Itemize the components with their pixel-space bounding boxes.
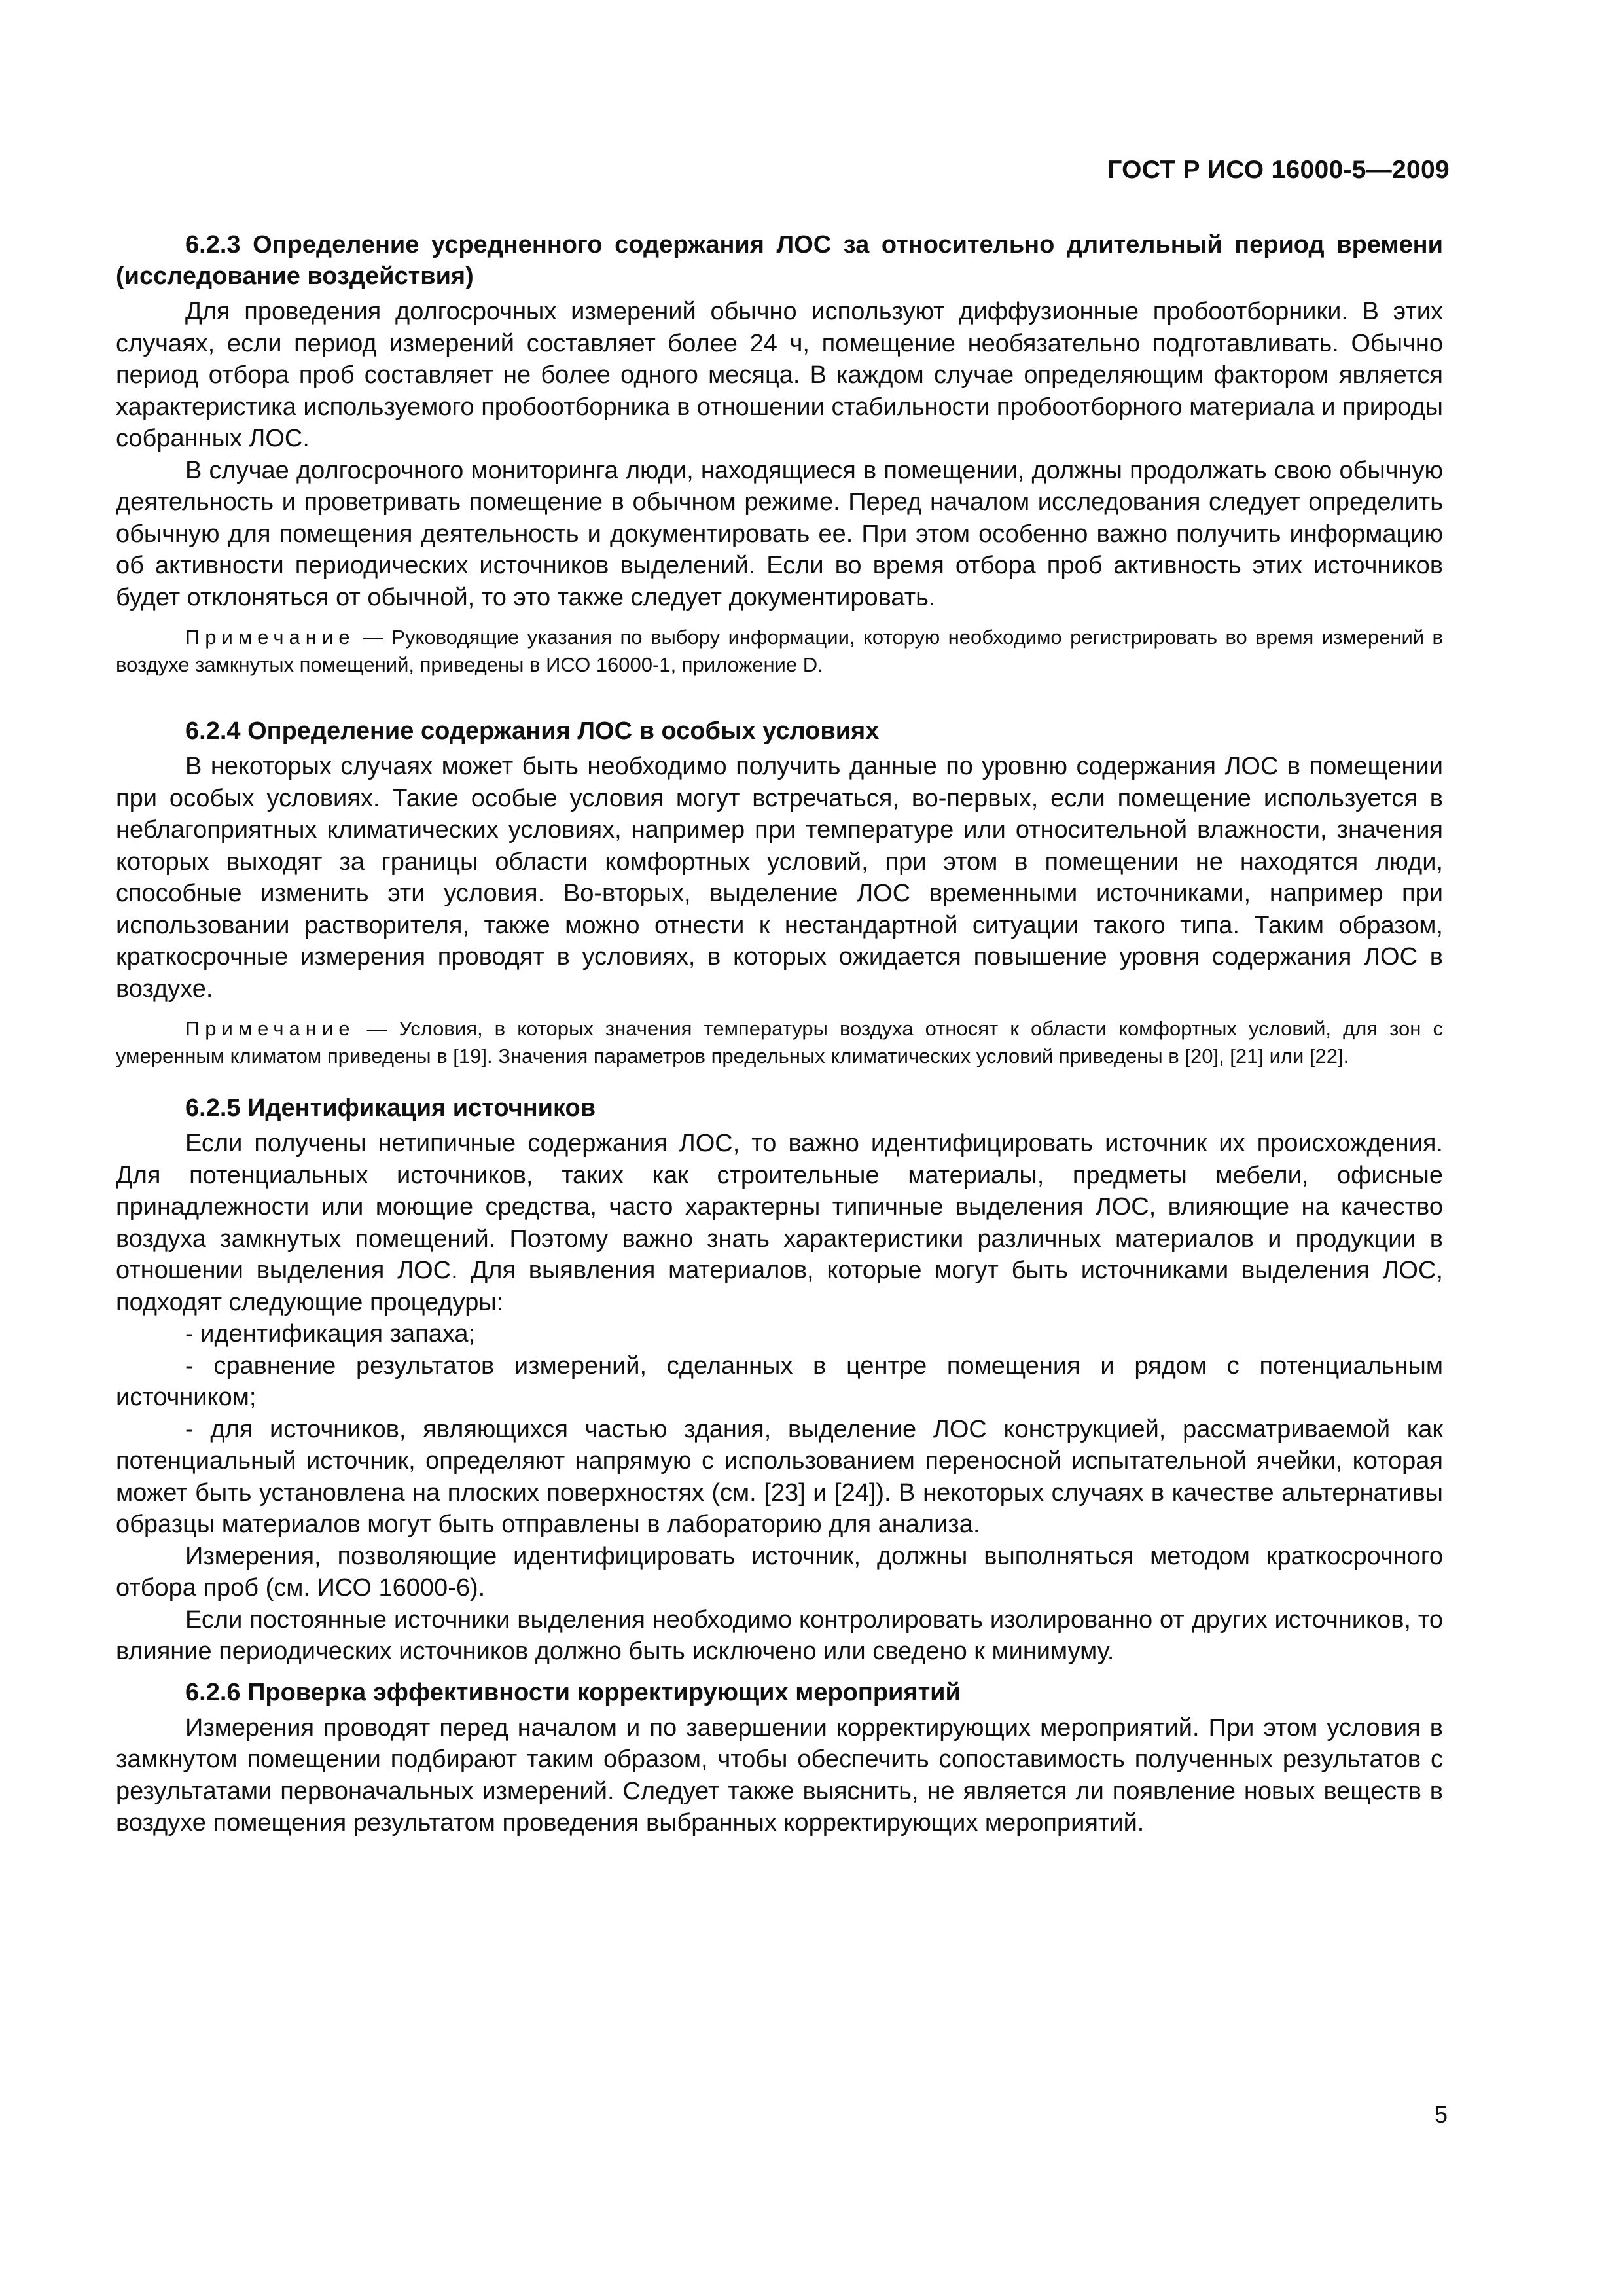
document-id-header: ГОСТ Р ИСО 16000-5—2009: [1107, 156, 1450, 184]
section-6-2-3-note: [116, 624, 1443, 679]
section-6-2-5-list-item: - для источников, являющихся частью здания, выделение ЛОС конструкцией, рассматриваемой как потенциальный источник, определяют напрямую с использованием переносной испытательной ячейки, которая может быть установлена на плоских поверхностях (см. [23] и [24]). В некоторых случаях в качестве альтернативы образцы материалов могут быть отправлены в лабораторию для анализа.: [116, 1415, 1443, 1538]
section-6-2-5-list-item: - идентификация запаха;: [185, 1320, 476, 1348]
document-body: [116, 229, 1443, 1839]
section-6-2-6-title: 6.2.6 Проверка эффективности корректирующих мероприятий: [185, 1678, 961, 1706]
page-number: 5: [1434, 2101, 1448, 2128]
note-text: — Руководящие указания по выбору информации, которую необходимо регистрировать во время измерений в воздухе замкнутых помещений, приведены в ИСО 16000-1, приложение D.: [116, 626, 1443, 676]
section-6-2-6-paragraph: Измерения проводят перед началом и по завершении корректирующих мероприятий. При этом условия в замкнутом помещении подбирают таким образом, чтобы обеспечить сопоставимость полученных результатов с результатами первоначальных измерений. Следует также выяснить, не является ли появление новых веществ в воздухе помещения результатом проведения выбранных корректирующих мероприятий.: [116, 1713, 1443, 1837]
section-6-2-5-paragraph: Если постоянные источники выделения необходимо контролировать изолированно от других источников, то влияние периодических источников должно быть исключено или сведено к минимуму.: [116, 1605, 1443, 1665]
section-6-2-5-paragraph: Измерения, позволяющие идентифицировать источник, должны выполняться методом краткосрочного отбора проб (см. ИСО 16000-6).: [116, 1542, 1443, 1602]
section-6-2-3-paragraph: Для проведения долгосрочных измерений обычно используют диффузионные пробоотборники. В этих случаях, если период измерений составляет более 24 ч, помещение необязательно подготавливать. Обычно период отбора проб составляет не более одного месяца. В каждом случае определяющим фактором является характеристика используемого пробоотборника в отношении стабильности пробоотборного материала и природы собранных ЛОС.: [116, 298, 1443, 452]
section-6-2-3-title: 6.2.3 Определение усредненного содержания ЛОС за относительно длительный период времени (исследование воздействия): [116, 231, 1443, 290]
note-text: — Условия, в которых значения температуры воздуха относят к области комфортных условий, для зон с умеренным климатом приведены в [19]. Значения параметров предельных климатических условий приведены в [20], [21] или [22].: [116, 1017, 1443, 1067]
section-6-2-4-paragraph: В некоторых случаях может быть необходимо получить данные по уровню содержания ЛОС в помещении при особых условиях. Такие особые условия могут встречаться, во-первых, если помещение используется в неблагоприятных климатических условиях, например при температуре или относительной влажности, значения которых выходят за границы области комфортных условий, при этом в помещении не находятся люди, способные изменить эти условия. Во-вторых, выделение ЛОС временными источниками, например при использовании растворителя, также можно отнести к нестандартной ситуации такого типа. Таким образом, краткосрочные измерения проводят в условиях, в которых ожидается повышение уровня содержания ЛОС в воздухе.: [116, 753, 1443, 1003]
note-label: Примечание: [185, 1017, 355, 1040]
note-label: Примечание: [185, 626, 355, 649]
section-6-2-5-paragraph: Если получены нетипичные содержания ЛОС, то важно идентифицировать источник их происхождения. Для потенциальных источников, таких как строительные материалы, предметы мебели, офисные принадлежности или моющие средства, часто характерны типичные выделения ЛОС, влияющие на качество воздуха замкнутых помещений. Поэтому важно знать характеристики различных материалов и продукции в отношении выделения ЛОС. Для выявления материалов, которые могут быть источниками выделения ЛОС, подходят следующие процедуры:: [116, 1130, 1443, 1316]
section-6-2-5-title: 6.2.5 Идентификация источников: [185, 1094, 596, 1122]
section-6-2-5-list-item: - сравнение результатов измерений, сделанных в центре помещения и рядом с потенциальным источником;: [116, 1352, 1443, 1411]
section-6-2-3-paragraph: В случае долгосрочного мониторинга люди, находящиеся в помещении, должны продолжать свою обычную деятельность и проветривать помещение в обычном режиме. Перед началом исследования следует определить обычную для помещения деятельность и документировать ее. При этом особенно важно получить информацию об активности периодических источников выделений. Если во время отбора проб активность этих источников будет отклоняться от обычной, то это также следует документировать.: [116, 456, 1443, 611]
section-6-2-4-title: 6.2.4 Определение содержания ЛОС в особых условиях: [185, 717, 880, 745]
section-6-2-4-note: [116, 1015, 1443, 1070]
